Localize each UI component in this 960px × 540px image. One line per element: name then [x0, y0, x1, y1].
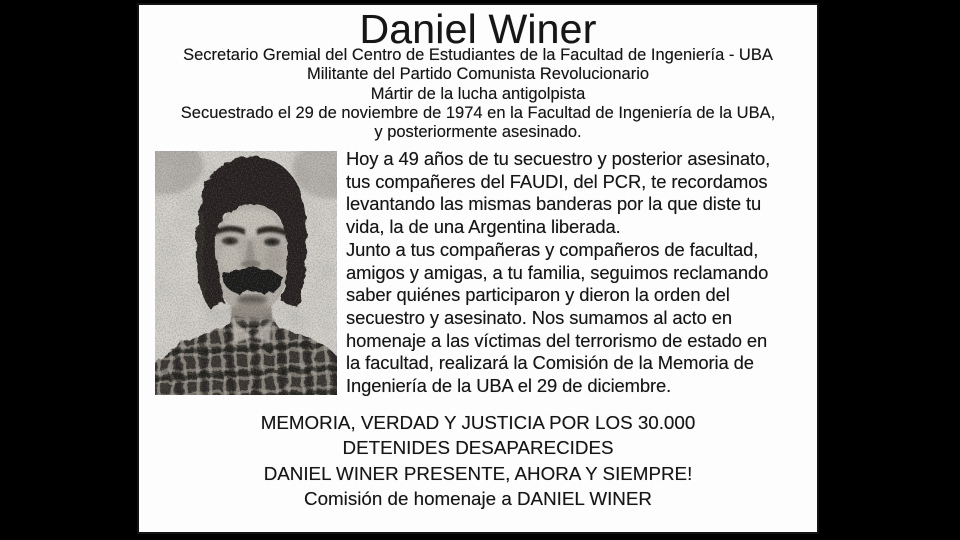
page-title: Daniel Winer — [359, 6, 597, 52]
signature-line: Comisión de homenaje a DANIEL WINER — [304, 487, 652, 509]
subtitle-line: Militante del Partido Comunista Revolucionario — [306, 65, 650, 84]
portrait-photo — [155, 151, 337, 395]
slogan-block — [139, 410, 817, 511]
tribute-line: homenaje a las víctimas del terrorismo de estado en — [346, 329, 768, 351]
slogan-line: MEMORIA, VERDAD Y JUSTICIA POR LOS 30.000 — [260, 412, 696, 433]
tribute-line: Junto a tus compañeras y compañeros de facultad, — [346, 238, 759, 260]
subtitle-line: Mártir de la lucha antigolpista — [370, 84, 586, 103]
subtitle-line: Secretario Gremial del Centro de Estudiantes de la Facultad de Ingeniería - UBA — [183, 46, 773, 64]
subtitle-line: Secuestrado el 29 de noviembre de 1974 en la Facultad de Ingeniería de la UBA, — [180, 103, 776, 122]
portrait-photo-graphic — [155, 151, 337, 395]
subtitle-line: y posteriormente asesinado. — [374, 123, 582, 142]
tribute-text — [346, 148, 821, 398]
memorial-card — [137, 3, 819, 534]
tribute-line: la facultad, realizará la Comisión de la Memoria de — [346, 352, 754, 374]
tribute-line: levantando las mismas banderas por la que diste tu — [346, 193, 762, 215]
tribute-line: Hoy a 49 años de tu secuestro y posterior asesinato, — [346, 148, 771, 169]
tribute-line: secuestro y asesinato. Nos sumamos al acto en — [346, 306, 732, 328]
tribute-line: amigos y amigas, a tu familia, seguimos reclamando — [346, 261, 769, 283]
tribute-line: Ingeniería de la UBA el 29 de diciembre. — [346, 375, 672, 397]
tribute-line: tus compañeres del FAUDI, del PCR, te recordamos — [346, 170, 768, 192]
tribute-line: vida, la de una Argentina liberada. — [346, 216, 621, 238]
subtitle-block — [139, 46, 817, 142]
slogan-line: DANIEL WINER PRESENTE, AHORA Y SIEMPRE! — [263, 462, 693, 484]
tribute-line: saber quiénes participaron y dieron la orden del — [346, 284, 730, 306]
slogan-line: DETENIDES DESAPARECIDES — [342, 437, 614, 459]
